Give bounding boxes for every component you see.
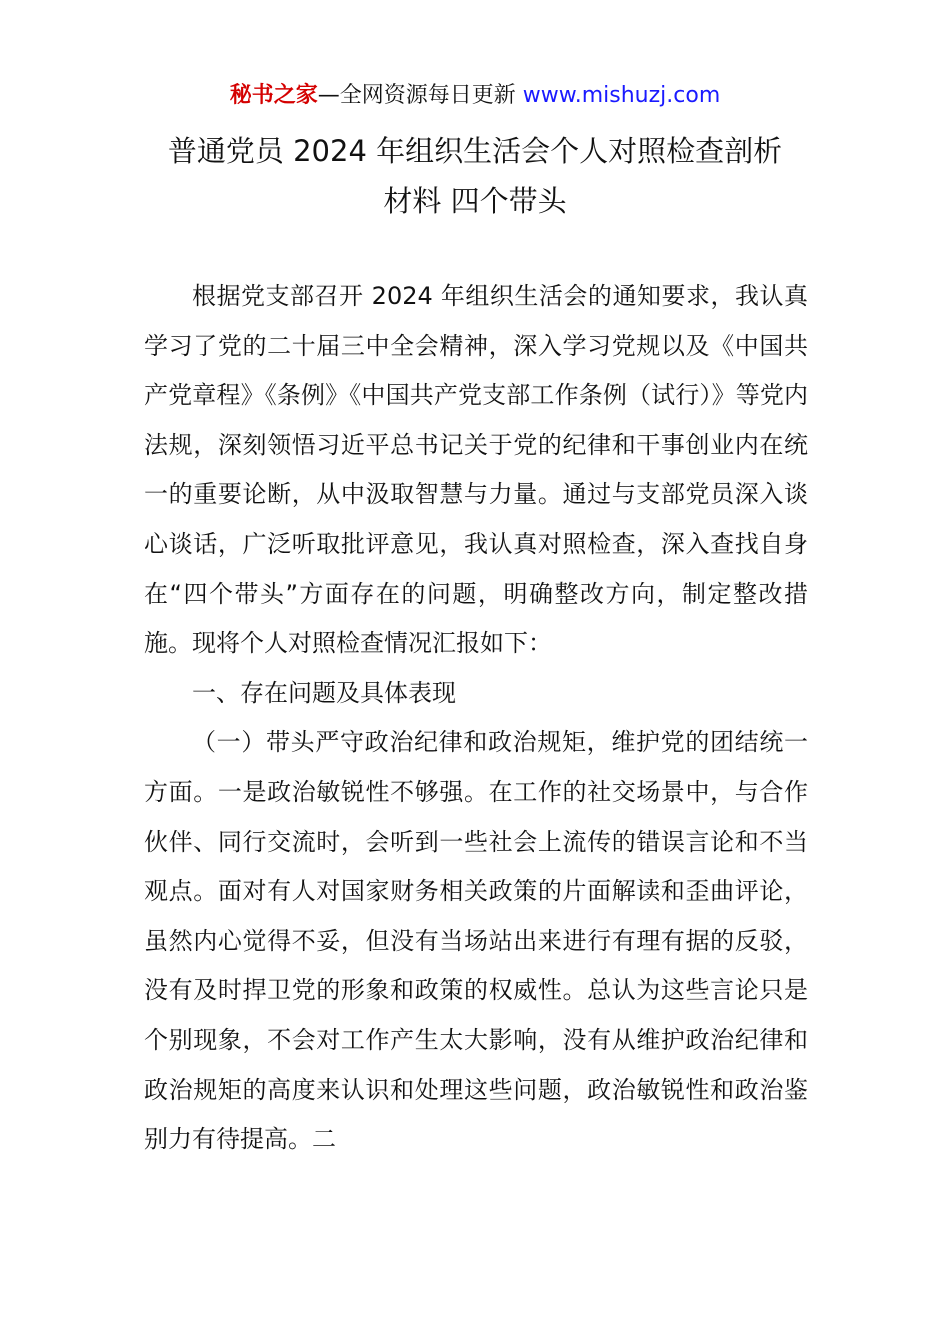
body-paragraph: （一）带头严守政治纪律和政治规矩，维护党的团结统一方面。一是政治敏锐性不够强。在工作的社交场景中，与合作伙伴、同行交流时，会听到一些社会上流传的错误言论和不当观点。面对有人对国家财务相关政策的片面解读和歪曲评论，虽然内心觉得不妥，但没有当场站出来进行有理有据的反驳，没有及时捍卫党的形象和政策的权威性。总认为这些言论只是个别现象，不会对工作产生太大影响，没有从维护政治纪律和政治规矩的高度来认识和处理这些问题，政治敏锐性和政治鉴别力有待提高。二 xyxy=(144,728,808,1154)
site-header xyxy=(0,80,950,112)
title-line-1: 普通党员 2024 年组织生活会个人对照检查剖析 xyxy=(167,134,783,168)
document-title xyxy=(120,126,830,226)
document-body xyxy=(144,272,808,1165)
intro-paragraph: 根据党支部召开 2024 年组织生活会的通知要求，我认真学习了党的二十届三中全会精神，深入学习党规以及《中国共产党章程》《条例》《中国共产党支部工作条例（试行）》等党内法规，深刻领悟习近平总书记关于党的纪律和干事创业内在统一的重要论断，从中汲取智慧与力量。通过与支部党员深入谈心谈话，广泛听取批评意见，我认真对照检查，深入查找自身在“四个带头”方面存在的问题，明确整改方向，制定整改措施。现将个人对照检查情况汇报如下： xyxy=(144,282,808,658)
header-tagline: —全网资源每日更新 xyxy=(317,83,523,108)
section-heading: 一、存在问题及具体表现 xyxy=(192,678,456,707)
site-url-link[interactable]: www.mishuzj.com xyxy=(522,83,721,108)
title-line-2: 材料 四个带头 xyxy=(383,184,567,218)
brand-name: 秘书之家 xyxy=(229,83,318,108)
